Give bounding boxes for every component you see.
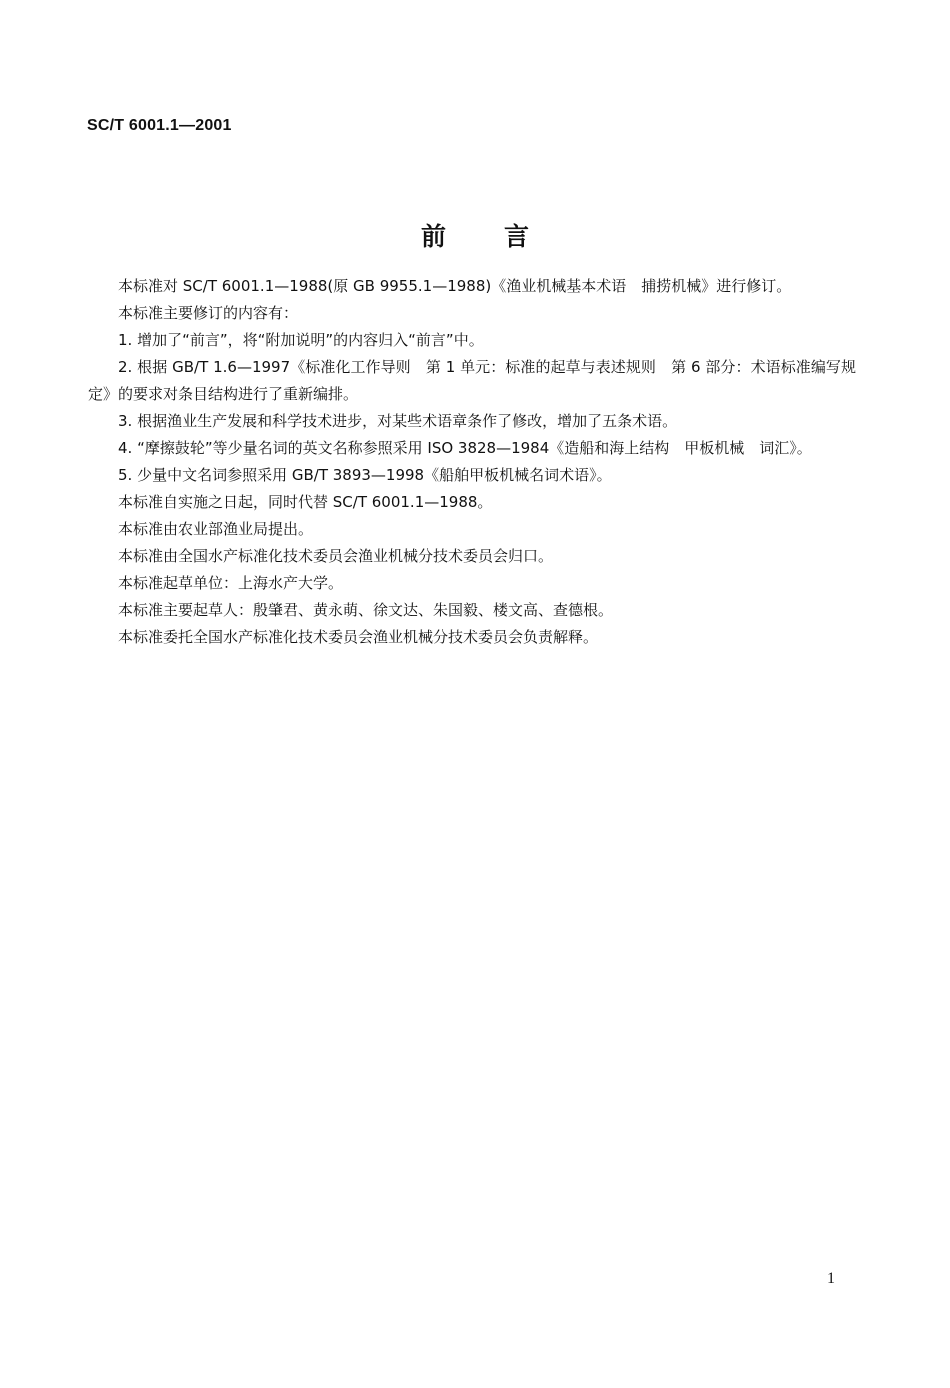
paragraph-item-1: 1. 增加了“前言”，将“附加说明”的内容归入“前言”中。 xyxy=(118,331,484,349)
paragraph-replacement: 本标准自实施之日起，同时代替 SC/T 6001.1—1988。 xyxy=(118,493,493,511)
paragraph-revision-intro: 本标准主要修订的内容有： xyxy=(118,304,299,322)
paragraph-drafting-unit: 本标准起草单位：上海水产大学。 xyxy=(118,574,344,592)
paragraph-interpretation: 本标准委托全国水产标准化技术委员会渔业机械分技术委员会负责解释。 xyxy=(118,628,599,646)
foreword-body xyxy=(88,273,856,651)
document-code: SC/T 6001.1—2001 xyxy=(87,117,232,134)
paragraph-revision-statement: 本标准对 SC/T 6001.1—1988(原 GB 9955.1—1988)《渔业机械基本术语 捕捞机械》进行修订。 xyxy=(118,277,792,295)
paragraph-administrator: 本标准由全国水产标准化技术委员会渔业机械分技术委员会归口。 xyxy=(118,547,554,565)
paragraph-item-3: 3. 根据渔业生产发展和科学技术进步，对某些术语章条作了修改，增加了五条术语。 xyxy=(118,412,678,430)
paragraph-drafters: 本标准主要起草人：殷肇君、黄永萌、徐文达、朱国毅、楼文高、查德根。 xyxy=(118,601,614,619)
paragraph-item-4: 4. “摩擦鼓轮”等少量名词的英文名称参照采用 ISO 3828—1984《造船和海上结构 甲板机械 词汇》。 xyxy=(118,439,812,457)
paragraph-item-2: 2. 根据 GB/T 1.6—1997《标准化工作导则 第 1 单元：标准的起草与表述规则 第 6 部分：术语标准编写规定》的要求对条目结构进行了重新编排。 xyxy=(88,358,856,403)
paragraph-item-5: 5. 少量中文名词参照采用 GB/T 3893—1998《船舶甲板机械名词术语》。 xyxy=(118,466,612,484)
paragraph-proposer: 本标准由农业部渔业局提出。 xyxy=(118,520,314,538)
page-title: 前言 xyxy=(420,222,587,251)
page-number: 1 xyxy=(827,1270,835,1287)
